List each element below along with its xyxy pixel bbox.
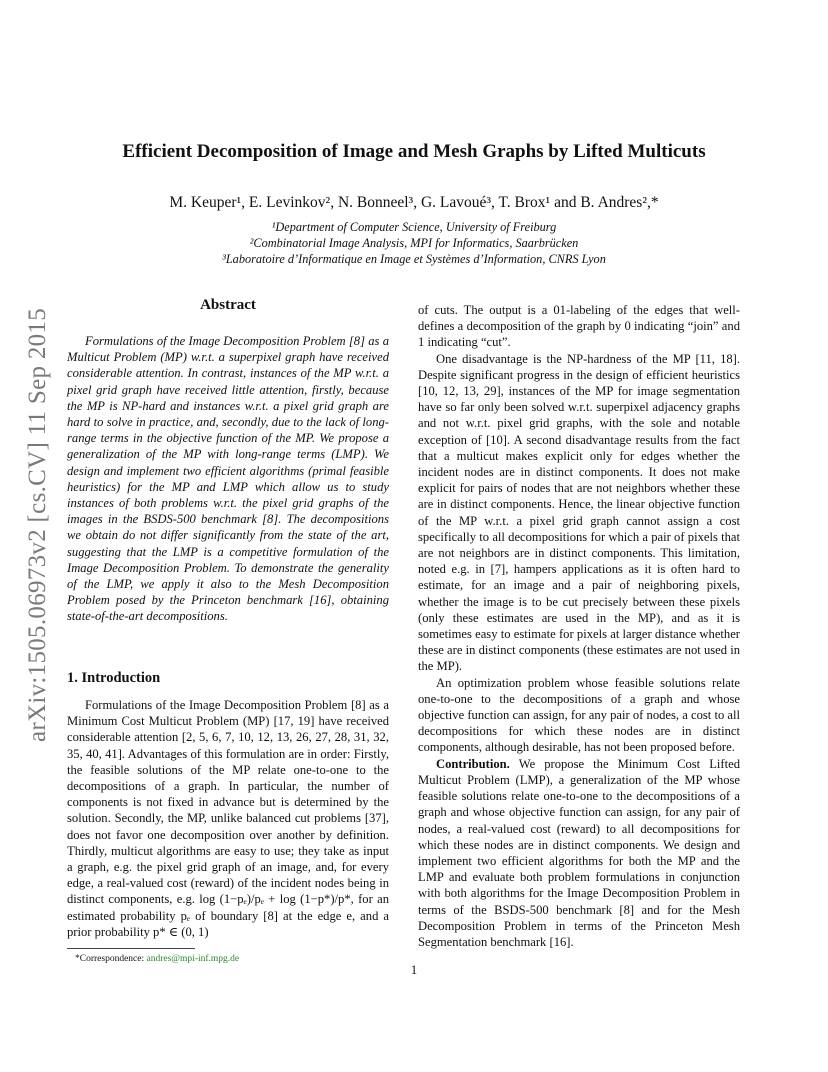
intro-paragraph: Formulations of the Image Decomposition Problem [8] as a Minimum Cost Multicut Problem (MP) [17, 19] have received considerable attention [2, 5, 6, 7, 10, 12, 13, 26, 27, 28, 31, 32, 35, 40, 41]. Advantages of this formulation are in order: Firstly, the feasible solutions of the MP relate one-to-one to the decompositions of a graph. In particular, the number of components is not fixed in advance but is determined by the solution. Secondly, the MP, unlike balanced cut problems [37], does not favor one decomposition over another by definition. Thirdly, multicut algorithms are easy to use; they take as input a graph, e.g. the pixel grid graph of an image, and, for every edge, a real-valued cost (reward) of the incident nodes being in distinct components, e.g. log (1−pₑ)/pₑ + log (1−p*)/p*, for an estimated probability pₑ of boundary [8] at the edge e, and a prior probability p* ∈ (0, 1) bbox=[67, 698, 389, 939]
intro-column bbox=[67, 697, 389, 940]
footnote-rule bbox=[67, 948, 195, 949]
paragraph-disadvantages: One disadvantage is the NP-hardness of the MP [11, 18]. Despite significant progress in the design of efficient heuristics [10, 12, 13, 29], instances of the MP for image segmentation have so far only been solved w.r.t. superpixel adjacency graphs and not w.r.t. pixel grid graphs, with the sole and notable exception of [10]. A second disadvantage results from the fact that a multicut makes explicit only for edges whether the incident nodes are in distinct components. It does not make explicit for pairs of nodes that are not neighbors whether these are in distinct components. Hence, the linear objective function of the MP w.r.t. a pixel grid graph cannot assign a cost specifically to all decompositions for which a pair of pixels that are not neighbors are in distinct components. This limitation, noted e.g. in [7], hampers applications as it is often hard to estimate, for an image and a pair of neighboring pixels, whether the image is to be cut precisely between these pixels (only these estimates are used in the MP), and as it is sometimes easy to estimate for pixels at larger distance whether these are in distinct components (these estimates are not used in the MP). bbox=[418, 351, 740, 674]
paper-title: Efficient Decomposition of Image and Mesh Graphs by Lifted Multicuts bbox=[122, 141, 706, 162]
affiliation-2: ²Combinatorial Image Analysis, MPI for Informatics, Saarbrücken bbox=[249, 236, 579, 250]
intro-heading: 1. Introduction bbox=[67, 670, 161, 686]
right-column bbox=[418, 302, 740, 950]
paragraph-contribution bbox=[418, 756, 740, 950]
footnote-label: *Correspondence: bbox=[75, 954, 147, 964]
affiliation-3: ³Laboratoire d’Informatique en Image et Systèmes d’Information, CNRS Lyon bbox=[222, 252, 606, 266]
contribution-label: Contribution. bbox=[436, 756, 510, 771]
contribution-text: We propose the Minimum Cost Lifted Multicut Problem (LMP), a generalization of the MP whose feasible solutions relate one-to-one to the decompositions of a graph and whose objective function can assign, for any pair of nodes, a real-valued cost (reward) to all decompositions for which these nodes are in distinct components. We design and implement two efficient algorithms for both the MP and the LMP and evaluate both problem formulations in conjunction with both algorithms for the Image Decomposition Problem in terms of the BSDS-500 benchmark [8] and for the Mesh Decomposition Problem in terms of the Princeton Mesh Segmentation benchmark [16]. bbox=[418, 756, 740, 949]
paragraph-optimization: An optimization problem whose feasible solutions relate one-to-one to the decompositions of a graph and whose objective function can assign, for any pair of nodes, a cost to all decompositions for which these nodes are in distinct components, although desirable, has not been proposed before. bbox=[418, 675, 740, 755]
arxiv-id: arXiv:1505.06973v2 [cs.CV] 11 Sep 2015 bbox=[24, 307, 51, 743]
abstract-heading: Abstract bbox=[200, 297, 256, 313]
author-list: M. Keuper¹, E. Levinkov², N. Bonneel³, G. Lavoué³, T. Brox¹ and B. Andres²,* bbox=[169, 194, 659, 211]
affiliation-1: ¹Department of Computer Science, University of Freiburg bbox=[271, 220, 557, 234]
paragraph-continuation: of cuts. The output is a 01-labeling of the edges that well-defines a decomposition of the graph by 0 indicating “join” and 1 indicating “cut”. bbox=[418, 303, 740, 350]
arxiv-sidebar bbox=[18, 285, 58, 765]
footnote-email-link[interactable]: andres@mpi-inf.mpg.de bbox=[146, 954, 240, 964]
page-number: 1 bbox=[410, 963, 418, 977]
abstract-text: Formulations of the Image Decomposition Problem [8] as a Multicut Problem (MP) w.r.t. a superpixel graph have received considerable attention. In contrast, instances of the MP w.r.t. a pixel grid graph have received little attention, firstly, because the MP is NP-hard and instances w.r.t. a pixel grid graph are hard to solve in practice, and, secondly, due to the lack of long-range terms in the objective function of the MP. We propose a generalization of the MP with long-range terms (LMP). We design and implement two efficient algorithms (primal feasible heuristics) for the MP and LMP which allow us to study instances of both problems w.r.t. the pixel grid graphs of the images in the BSDS-500 benchmark [8]. The decompositions we obtain do not differ significantly from the state of the art, suggesting that the LMP is a competitive formulation of the Image Decomposition Problem. To demonstrate the generality of the LMP, we apply it also to the Mesh Decomposition Problem posed by the Princeton benchmark [16], obtaining state-of-the-art decompositions. bbox=[67, 334, 389, 624]
